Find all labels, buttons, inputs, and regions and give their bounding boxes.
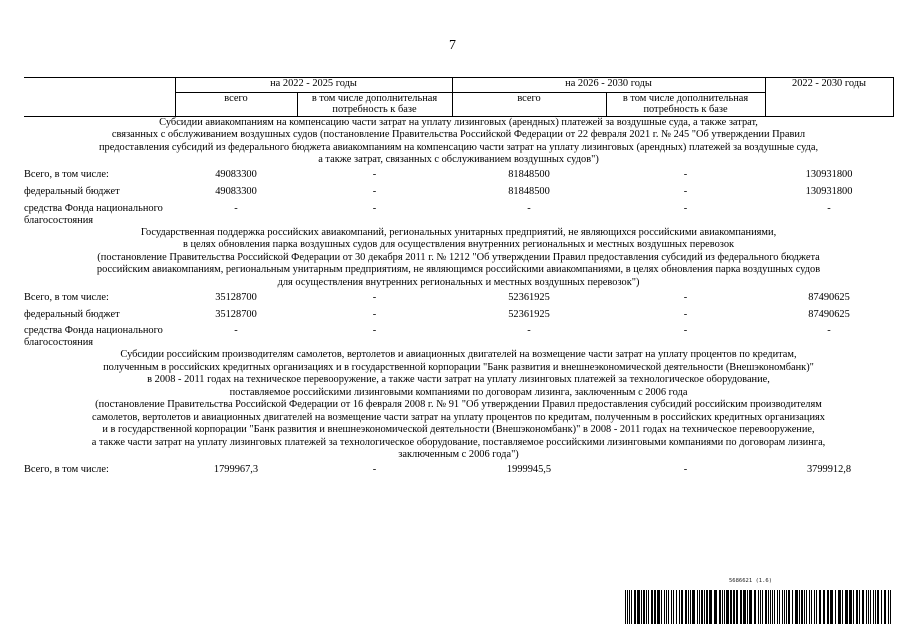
row-value-v2: - bbox=[372, 186, 377, 198]
table-row bbox=[24, 184, 893, 201]
barcode-bar bbox=[634, 590, 636, 624]
row-label: Всего, в том числе: bbox=[24, 463, 109, 475]
header-additional-2 bbox=[606, 93, 765, 117]
row-label: федеральный бюджет bbox=[24, 186, 120, 198]
barcode-bar bbox=[651, 590, 653, 624]
section-title-line: (постановление Правительства Российской Федерации от 16 февраля 2008 г. № 91 "Об утверждении Правил предоставления субсидий российским производителям bbox=[95, 399, 822, 411]
barcode-bar bbox=[827, 590, 829, 624]
section-title-line: в целях обновления парка воздушных судов для осуществления внутренних региональных и местных воздушных перевозок bbox=[182, 239, 735, 251]
barcode-bar bbox=[777, 590, 778, 624]
section-title-line: полученным в российских кредитных организациях и в государственной корпорации "Банк развития и внешнеэкономической деятельности (Внешэкономбанк)" bbox=[103, 361, 814, 373]
row-value-v5: 87490625 bbox=[808, 308, 850, 320]
barcode-bar bbox=[770, 590, 771, 624]
barcode-bar bbox=[690, 590, 691, 624]
row-value-v2: - bbox=[372, 325, 377, 337]
barcode-bar bbox=[709, 590, 712, 624]
section-title-line: а также части затрат на уплату лизинговых платежей за технологическое оборудование, поставляемое российскими лизинговыми компаниями по договорам лизинга, bbox=[91, 436, 826, 448]
section-title-line: а также затрат, связанных с обслуживанием воздушных судов") bbox=[318, 154, 599, 166]
barcode-bar bbox=[762, 590, 763, 624]
barcode-bar bbox=[666, 590, 667, 624]
barcode-bar bbox=[714, 590, 717, 624]
barcode-bar bbox=[719, 590, 721, 624]
section-title-line: Субсидии авиакомпаниям на компенсацию части затрат на уплату лизинговых (арендных) платежей за воздушные суда, а также затрат, bbox=[159, 117, 758, 128]
barcode-bar bbox=[823, 590, 825, 624]
barcode-bar bbox=[774, 590, 775, 624]
section-title-line: и в государственной корпорации "Банк развития и внешнеэкономической деятельности (Внешэкономбанк)" в 2008 - 2011 годах на техническое перевооружение, bbox=[102, 424, 815, 436]
barcode-bar bbox=[856, 590, 858, 624]
barcode-bar bbox=[736, 590, 738, 624]
row-value-v2: - bbox=[372, 169, 377, 181]
barcode-bar bbox=[681, 590, 683, 624]
barcode-bar bbox=[784, 590, 785, 624]
barcode-bar bbox=[809, 590, 810, 624]
table-row bbox=[24, 289, 893, 306]
row-value-v3: 81848500 bbox=[508, 186, 550, 198]
page-number: 7 bbox=[449, 38, 456, 53]
barcode-bar bbox=[704, 590, 705, 624]
header-vsego-2: всего bbox=[452, 93, 606, 117]
barcode-bar bbox=[664, 590, 665, 624]
section-title-line: (постановление Правительства Российской Федерации от 30 декабря 2011 г. № 1212 "Об утверждении Правил предоставления субсидий из федерального бюджета bbox=[97, 251, 820, 263]
row-value-v5: 130931800 bbox=[805, 169, 853, 181]
barcode-bar bbox=[625, 590, 626, 624]
barcode-bar bbox=[779, 590, 780, 624]
barcode-bar bbox=[627, 590, 628, 624]
row-value-v2: - bbox=[372, 308, 377, 320]
barcode-bar bbox=[859, 590, 860, 624]
barcode-bar bbox=[747, 590, 748, 624]
table-header bbox=[24, 78, 893, 117]
section-title-line: Субсидии российским производителям самолетов, вертолетов и авиационных двигателей на возмещение части затрат на уплату процентов по кредитам, bbox=[120, 349, 797, 361]
barcode-bar bbox=[792, 590, 793, 624]
row-value-v4: - bbox=[683, 291, 688, 303]
barcode-bar bbox=[799, 590, 800, 624]
row-value-v4: - bbox=[683, 463, 688, 475]
header-additional-2-line2: потребность к базе bbox=[643, 104, 728, 116]
barcode-bar bbox=[842, 590, 843, 624]
barcode-bar bbox=[768, 590, 769, 624]
barcode-bar bbox=[754, 590, 756, 624]
row-label: Всего, в том числе: bbox=[24, 169, 109, 181]
row-value-v5: - bbox=[827, 325, 831, 337]
barcode-bar bbox=[849, 590, 852, 624]
header-vsego-1: всего bbox=[175, 93, 297, 117]
barcode-bar bbox=[881, 590, 882, 624]
barcode-bar bbox=[668, 590, 669, 624]
barcode-bar bbox=[643, 590, 645, 624]
barcode-bar bbox=[870, 590, 871, 624]
barcode-bar bbox=[806, 590, 807, 624]
barcode-bar bbox=[845, 590, 848, 624]
row-value-v5: - bbox=[827, 202, 831, 214]
barcode-bar bbox=[819, 590, 821, 624]
barcode-bar bbox=[648, 590, 649, 624]
budget-table bbox=[24, 77, 894, 479]
barcode-bar bbox=[657, 590, 660, 624]
row-value-v3: 81848500 bbox=[508, 169, 550, 181]
barcode-bar bbox=[884, 590, 886, 624]
barcode-bar bbox=[811, 590, 812, 624]
barcode-bar bbox=[631, 590, 632, 624]
header-total-2022-2030: 2022 - 2030 годы bbox=[765, 78, 893, 117]
row-value-v1: 35128700 bbox=[215, 308, 257, 320]
barcode-bar bbox=[835, 590, 836, 624]
section-title-line: в 2008 - 2011 годах на техническое перевооружение, а также части затрат на уплату лизинговых платежей за технологическое оборудование, bbox=[147, 374, 770, 386]
barcode-bar bbox=[699, 590, 700, 624]
row-value-v4: - bbox=[683, 186, 688, 198]
barcode-bar bbox=[673, 590, 674, 624]
barcode-bar bbox=[801, 590, 803, 624]
barcode-bar bbox=[877, 590, 879, 624]
barcode-number: 5686621 (1.6) bbox=[729, 578, 773, 584]
section-title bbox=[24, 227, 893, 289]
section-title-row bbox=[24, 227, 893, 289]
barcode-bar bbox=[862, 590, 864, 624]
header-additional-2-line1: в том числе дополнительная bbox=[622, 93, 749, 104]
barcode-bar bbox=[853, 590, 854, 624]
barcode-bar bbox=[740, 590, 742, 624]
section-title-line: Государственная поддержка российских авиакомпаний, региональных унитарных предприятий, не являющихся российскими авиакомпаниями, bbox=[140, 226, 777, 238]
row-value-v5: 87490625 bbox=[808, 291, 850, 303]
row-value-v2: - bbox=[372, 463, 377, 475]
section-title-line: для осуществления внутренних региональных и местных воздушных перевозок") bbox=[277, 276, 640, 288]
row-value-v3: 52361925 bbox=[508, 308, 550, 320]
header-additional-1-line2: потребность к базе bbox=[332, 104, 417, 116]
row-value-v1: 35128700 bbox=[215, 291, 257, 303]
section-title-line: связанных с обслуживанием воздушных судов (постановление Правительства Российской Федерации от 22 февраля 2021 г. № 245 "Об утверждении Правил bbox=[111, 129, 806, 141]
barcode-bar bbox=[692, 590, 695, 624]
barcode-bar bbox=[868, 590, 869, 624]
barcode-bar bbox=[676, 590, 677, 624]
row-value-v4: - bbox=[683, 202, 688, 214]
barcode bbox=[625, 590, 893, 624]
header-additional-1-line1: в том числе дополнительная bbox=[311, 93, 438, 104]
barcode-bar bbox=[679, 590, 680, 624]
barcode-bar bbox=[816, 590, 817, 624]
barcode-bar bbox=[743, 590, 746, 624]
barcode-bar bbox=[706, 590, 708, 624]
barcode-bar bbox=[697, 590, 698, 624]
barcode-bar bbox=[685, 590, 687, 624]
row-value-v1: 49083300 bbox=[215, 169, 257, 181]
section-title-line: поставляемое российскими лизинговыми компаниями по договорам лизинга, заключенным с 2006 года bbox=[229, 386, 688, 398]
row-value-v2: - bbox=[372, 291, 377, 303]
barcode-bar bbox=[760, 590, 761, 624]
row-value-v1: - bbox=[234, 325, 238, 337]
header-empty-cell bbox=[24, 78, 175, 117]
section-title-line: заключенным с 2006 года") bbox=[398, 449, 519, 461]
table-row bbox=[24, 167, 893, 184]
row-value-v1: - bbox=[234, 202, 238, 214]
row-label: Всего, в том числе: bbox=[24, 291, 109, 303]
row-value-v1: 49083300 bbox=[215, 186, 257, 198]
table-row bbox=[24, 306, 893, 323]
row-value-v1: 1799967,3 bbox=[213, 463, 259, 475]
barcode-bar bbox=[730, 590, 732, 624]
header-additional-1 bbox=[297, 93, 452, 117]
header-period-2022-2025: на 2022 - 2025 годы bbox=[175, 78, 452, 93]
row-value-v3: 1999945,5 bbox=[506, 463, 552, 475]
barcode-bar bbox=[722, 590, 723, 624]
barcode-bar bbox=[654, 590, 656, 624]
table-row bbox=[24, 201, 893, 227]
barcode-bar bbox=[830, 590, 833, 624]
barcode-bar bbox=[782, 590, 783, 624]
section-title bbox=[24, 349, 893, 461]
barcode-bar bbox=[724, 590, 725, 624]
row-value-v3: - bbox=[527, 325, 531, 337]
barcode-bar bbox=[733, 590, 735, 624]
section-title-line: самолетов, вертолетов и авиационных двигателей на возмещение части затрат на уплату процентов по кредитам, полученным в российских кредитных организациях bbox=[92, 411, 825, 423]
row-value-v5: 130931800 bbox=[805, 186, 853, 198]
row-value-v3: 52361925 bbox=[508, 291, 550, 303]
barcode-bar bbox=[786, 590, 787, 624]
barcode-bar bbox=[765, 590, 767, 624]
table-row bbox=[24, 323, 893, 349]
row-value-v5: 3799912,8 bbox=[806, 463, 852, 475]
section-title-row bbox=[24, 117, 893, 167]
row-label: федеральный бюджет bbox=[24, 308, 120, 320]
barcode-bar bbox=[804, 590, 805, 624]
header-period-2026-2030: на 2026 - 2030 годы bbox=[452, 78, 765, 93]
barcode-bar bbox=[661, 590, 662, 624]
barcode-bar bbox=[641, 590, 642, 624]
section-title bbox=[24, 117, 893, 167]
barcode-bar bbox=[814, 590, 815, 624]
barcode-bar bbox=[888, 590, 889, 624]
row-value-v4: - bbox=[683, 308, 688, 320]
barcode-bar bbox=[772, 590, 773, 624]
barcode-bar bbox=[795, 590, 798, 624]
row-value-v4: - bbox=[683, 169, 688, 181]
barcode-bar bbox=[788, 590, 790, 624]
barcode-bar bbox=[749, 590, 752, 624]
barcode-bar bbox=[838, 590, 841, 624]
barcode-bar bbox=[726, 590, 729, 624]
barcode-bar bbox=[758, 590, 759, 624]
barcode-bar bbox=[671, 590, 672, 624]
section-title-row bbox=[24, 349, 893, 461]
section-title-line: предоставления субсидий из федерального бюджета авиакомпаниям на компенсацию части затрат на уплату лизинговых (арендных) платежей за воздушные суда, bbox=[98, 141, 819, 153]
barcode-bar bbox=[866, 590, 867, 624]
barcode-bar bbox=[875, 590, 876, 624]
row-value-v3: - bbox=[527, 202, 531, 214]
barcode-bar bbox=[873, 590, 874, 624]
barcode-bar bbox=[646, 590, 647, 624]
barcode-bar bbox=[688, 590, 689, 624]
row-value-v4: - bbox=[683, 325, 688, 337]
barcode-bar bbox=[637, 590, 640, 624]
table-body bbox=[24, 117, 893, 479]
barcode-bar bbox=[629, 590, 630, 624]
row-value-v2: - bbox=[372, 202, 377, 214]
row-label: средства Фонда национального благосостояния bbox=[24, 202, 163, 226]
table-row bbox=[24, 462, 893, 479]
barcode-bar bbox=[701, 590, 703, 624]
section-title-line: российским авиакомпаниям, региональным унитарным предприятиям, не являющимся российскими авиакомпаниями, в целях обновления парка воздушных судов bbox=[96, 264, 821, 276]
row-label: средства Фонда национального благосостояния bbox=[24, 325, 163, 349]
barcode-bar bbox=[890, 590, 891, 624]
